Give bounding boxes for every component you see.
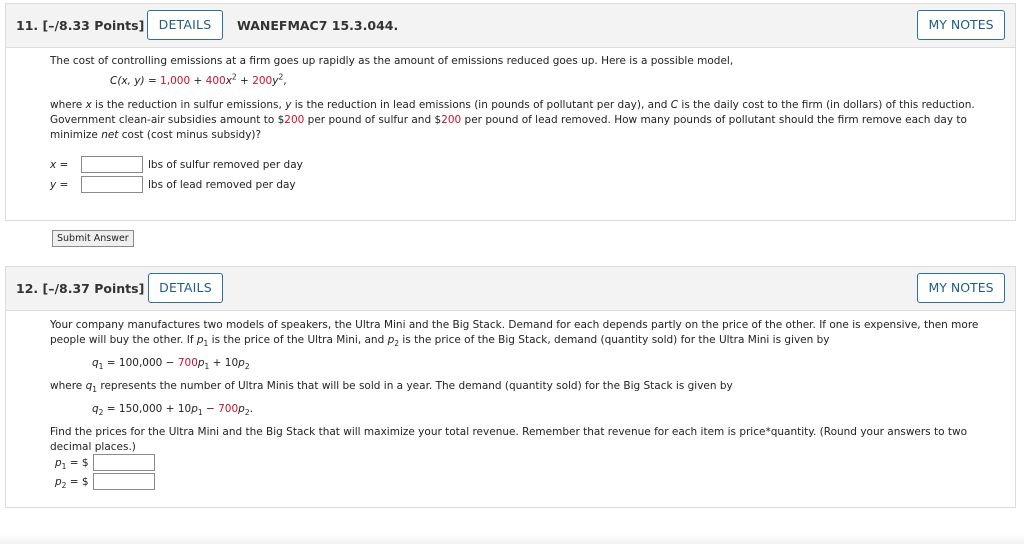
my-notes-button[interactable]: MY NOTES xyxy=(917,273,1005,303)
question-11-code: WANEFMAC7 15.3.044. xyxy=(237,18,399,33)
big-stack-price-input[interactable] xyxy=(93,473,155,490)
question-12-middle: where $q_1$ represents the number of Ultra Minis that will be sold in a year. The demand (quantity sold) for the Big Stack is given by xyxy=(50,380,733,395)
page-bottom-edge xyxy=(0,534,1024,544)
question-12-body: Your company manufactures two models of speakers, the Ultra Mini and the Big Stack. Demand for each depends partly on the price of the other. If one is expensive, then more people will buy the other. If $p_1$ is the price of the Ultra Mini, and $p_2$ is the price of the Big Stack, demand (quantity sold) for the Ultra Mini is given by $q_1 = 100,000 - 700p_1 + 10p_2$ where $q_1$ represents the number of Ultra Minis that will be sold in a year. The demand (quantity sold) for the Big Stack is given by $q_2 = 150,000 + 10p_1 - 700p_2$. Find the prices for the Ultra Mini and the Big Stack that will maximize your total revenue. Remember that revenue for each item is price*quantity. (Round your answers to two decimal places.) $p_1$ = $ $p_2$ = $ xyxy=(50,318,1005,502)
question-12-number: 12. [–/8.37 Points] xyxy=(16,281,145,296)
question-11-number: 11. [–/8.33 Points] xyxy=(16,18,145,33)
question-12 xyxy=(5,266,1016,508)
question-12-intro: Your company manufactures two models of speakers, the Ultra Mini and the Big Stack. Demand for each depends partly on the price of the other. If one is expensive, then more people will buy the other. If $p_1$ is the price of the Ultra Mini, and $p_2$ is the price of the Big Stack, demand (quantity sold) for the Ultra Mini is given by xyxy=(50,319,979,349)
question-11-body: The cost of controlling emissions at a firm goes up rapidly as the amount of emissions reduced goes up. Here is a possible model, C(x, $y) = 1,000 + 400x^2 + 200y^2$, where x is the reduction in sulfur emissions, y is the reduction in lead emissions (in pounds of pollutant per day), and C is the daily cost to the firm (in dollars) of this reduction. Government clean-air subsidies amount to $200 per pound of sulfur and $200 per pound of lead removed. How many pounds of pollutant should the firm remove each day to minimize net cost (cost minus subsidy)? x = lbs of sulfur removed per day y = lbs of lead removed per day Submit Answer xyxy=(50,54,1005,214)
lead-unit-label: lbs of lead removed per day xyxy=(148,179,296,191)
sulfur-answer-input[interactable] xyxy=(81,156,143,173)
question-11 xyxy=(5,3,1016,244)
demand-equation-big-stack: $q_2 = 150,000 + 10p_1 - 700p_2$. xyxy=(92,403,253,418)
demand-equation-ultra-mini: $q_1 = 100,000 - 700p_1 + 10p_2$ xyxy=(92,357,250,372)
question-11-header xyxy=(6,4,1015,48)
question-12-header xyxy=(6,267,1015,311)
submit-answer-button[interactable]: Submit Answer xyxy=(52,230,134,247)
cost-formula: C(x, $y) = 1,000 + 400x^2 + 200y^2$, xyxy=(110,72,287,87)
question-11-description: where x is the reduction in sulfur emissions, y is the reduction in lead emissions (in pounds of pollutant per day), and C is the daily cost to the firm (in dollars) of this reduction. Government clean-air subsidies amount to $200 per pound of sulfur and $200 per pound of lead removed. How many pounds of pollutant should the firm remove each day to minimize net cost (cost minus subsidy)? xyxy=(50,99,975,141)
details-button[interactable]: DETAILS xyxy=(147,10,223,40)
my-notes-button[interactable]: MY NOTES xyxy=(917,10,1005,40)
question-11-intro: The cost of controlling emissions at a firm goes up rapidly as the amount of emissions reduced goes up. Here is a possible model, xyxy=(50,55,734,67)
question-12-prompt: Find the prices for the Ultra Mini and the Big Stack that will maximize your total revenue. Remember that revenue for each item is price*quantity. (Round your answers to two decimal places.) xyxy=(50,426,968,453)
lead-answer-input[interactable] xyxy=(81,176,143,193)
sulfur-unit-label: lbs of sulfur removed per day xyxy=(148,159,303,171)
details-button[interactable]: DETAILS xyxy=(148,273,223,303)
ultra-mini-price-input[interactable] xyxy=(93,454,155,471)
